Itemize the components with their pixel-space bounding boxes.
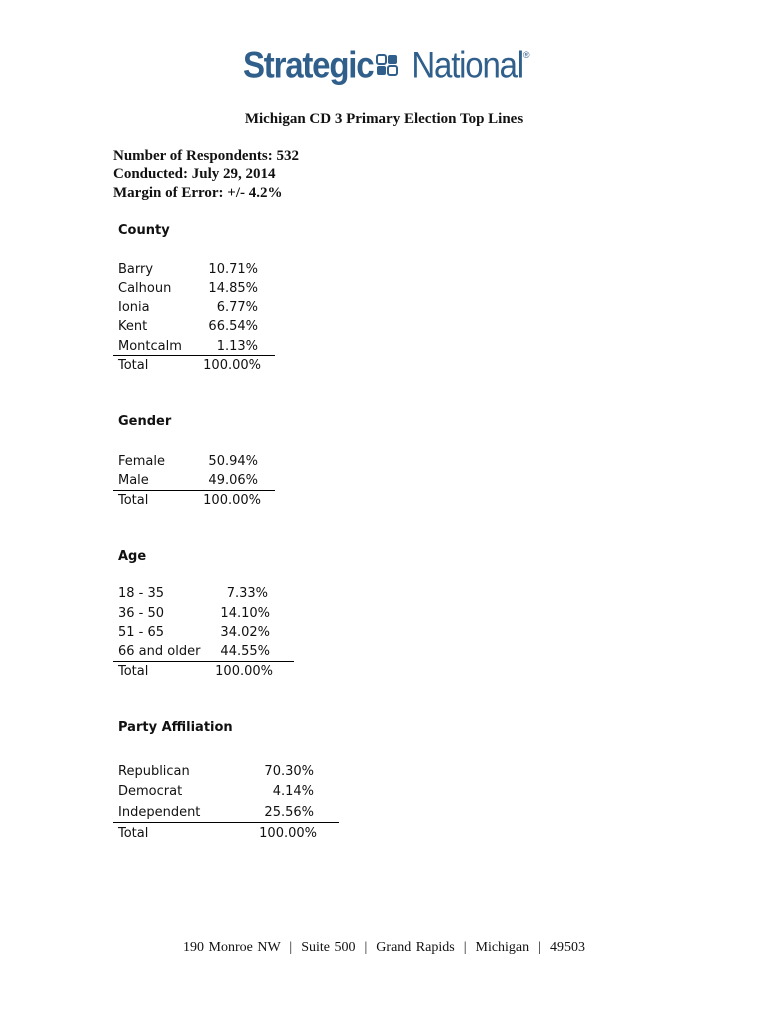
row-label: 18 - 35 [118, 586, 165, 601]
table-row [118, 623, 270, 642]
party-affiliation-heading: Party Affiliation [118, 720, 233, 735]
total-row [118, 491, 261, 510]
row-value: 14.10% [220, 606, 270, 621]
table-row [118, 337, 258, 356]
table-row [118, 317, 258, 336]
row-value: 7.33% [226, 586, 268, 601]
total-label: Total [118, 493, 149, 508]
row-value: 66.54% [208, 319, 258, 334]
row-value: 1.13% [216, 339, 258, 354]
table-row [118, 298, 258, 317]
total-row [118, 356, 261, 375]
row-value: 44.55% [220, 644, 270, 659]
logo-mark-icon [375, 52, 409, 78]
row-value: 6.77% [216, 300, 258, 315]
row-value: 10.71% [208, 262, 258, 277]
row-value: 50.94% [208, 454, 258, 469]
total-label: Total [118, 358, 149, 373]
respondents-count: Number of Respondents: 532 [113, 148, 299, 164]
row-label: Republican [118, 764, 190, 779]
row-value: 14.85% [208, 281, 258, 296]
strategic-national-logo [243, 43, 530, 90]
logo-text-national: National [411, 43, 523, 86]
row-label: Male [118, 473, 149, 488]
row-label: Female [118, 454, 166, 469]
row-value: 70.30% [264, 764, 314, 779]
table-row [118, 782, 314, 801]
gender-heading: Gender [118, 414, 172, 429]
total-row [118, 662, 273, 681]
row-label: Barry [118, 262, 154, 277]
row-label: 51 - 65 [118, 625, 165, 640]
row-label: Calhoun [118, 281, 172, 296]
row-value: 49.06% [208, 473, 258, 488]
total-label: Total [118, 664, 149, 679]
row-value: 25.56% [264, 805, 314, 820]
row-label: Kent [118, 319, 148, 334]
total-value: 100.00% [259, 826, 317, 841]
table-row [118, 279, 258, 298]
total-value: 100.00% [203, 493, 261, 508]
row-label: 36 - 50 [118, 606, 165, 621]
total-divider [113, 822, 339, 823]
row-label: Independent [118, 805, 201, 820]
table-row [118, 803, 314, 822]
row-value: 4.14% [272, 784, 314, 799]
total-row [118, 824, 317, 843]
total-value: 100.00% [203, 358, 261, 373]
total-label: Total [118, 826, 149, 841]
table-row [118, 260, 258, 279]
total-value: 100.00% [215, 664, 273, 679]
row-label: Democrat [118, 784, 183, 799]
row-label: Montcalm [118, 339, 182, 354]
table-row [118, 762, 314, 781]
county-heading: County [118, 223, 170, 238]
table-row [118, 584, 268, 603]
page-title: Michigan CD 3 Primary Election Top Lines [244, 111, 524, 127]
row-value: 34.02% [220, 625, 270, 640]
margin-of-error: Margin of Error: +/- 4.2% [113, 185, 283, 201]
logo-registered-mark: ® [522, 50, 530, 60]
table-row [118, 642, 270, 661]
row-label: Ionia [118, 300, 150, 315]
row-label: 66 and older [118, 644, 201, 659]
age-heading: Age [118, 549, 147, 564]
logo-text-strategic: Strategic [243, 43, 374, 86]
table-row [118, 604, 270, 623]
table-row [118, 471, 258, 490]
conducted-date: Conducted: July 29, 2014 [113, 166, 276, 182]
footer-address: 190 Monroe NW | Suite 500 | Grand Rapids | Michigan | 49503 [183, 940, 585, 955]
table-row [118, 452, 258, 471]
